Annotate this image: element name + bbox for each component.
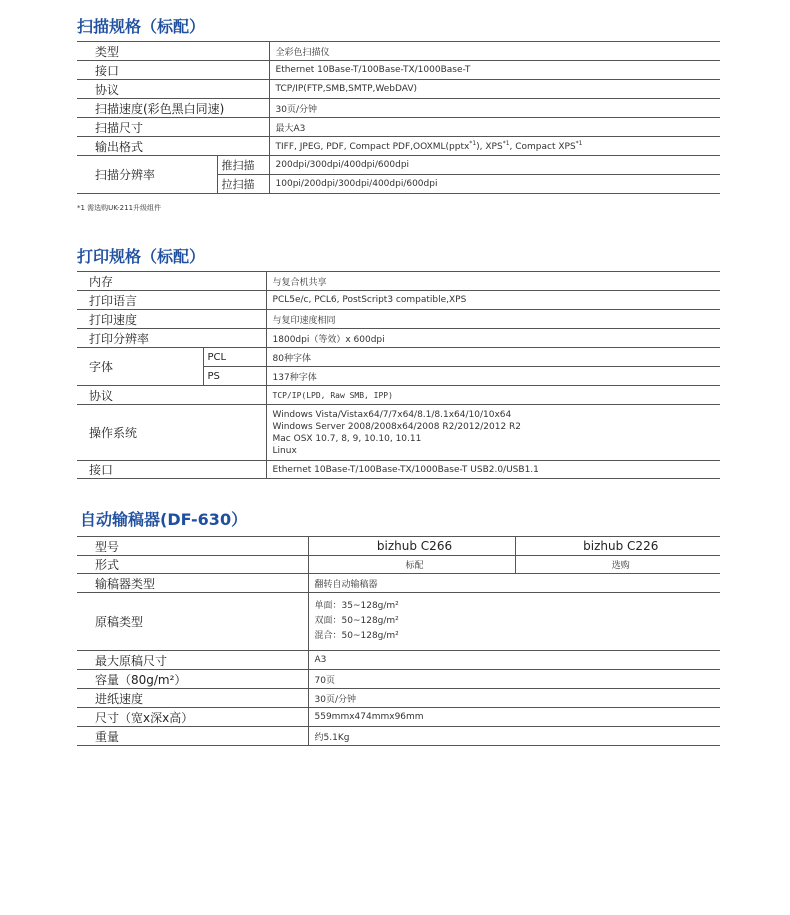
format-text: , Compact XPS (509, 142, 576, 152)
adf-spec-table (77, 536, 720, 746)
spec-value: Ethernet 10Base-T/100Base-TX/1000Base-T USB2.0/USB1.1 (266, 461, 720, 479)
footnote-mark: *1 (469, 140, 477, 147)
table-row (77, 556, 720, 574)
spec-value: TCP/IP(LPD, Raw SMB, IPP) (266, 386, 720, 405)
spec-sublabel: 推扫描 (217, 156, 269, 175)
table-row (77, 272, 720, 291)
spec-label: 容量（80g/m²） (77, 670, 308, 689)
spec-label: 扫描尺寸 (77, 118, 269, 137)
spec-value: 30页/分钟 (269, 99, 720, 118)
spec-label: 最大原稿尺寸 (77, 651, 308, 670)
spec-label: 扫描速度(彩色黑白同速) (77, 99, 269, 118)
table-row (77, 574, 720, 593)
table-row (77, 329, 720, 348)
model-header: bizhub C226 (515, 537, 720, 556)
os-line: Windows Server 2008/2008x64/2008 R2/2012/2012 R2 (272, 421, 522, 432)
table-row (77, 137, 720, 156)
print-spec-title: 打印规格（标配） (77, 247, 206, 266)
spec-value: 70页 (308, 670, 720, 689)
footnote-mark: *1 (575, 140, 583, 147)
spec-value: 标配 (308, 556, 515, 574)
footnote: *1 需选购UK-211升级组件 (77, 204, 162, 212)
table-row (77, 310, 720, 329)
spec-label: 形式 (77, 556, 308, 574)
spec-sublabel: PCL (203, 348, 266, 367)
print-spec-table (77, 271, 720, 479)
table-row (77, 80, 720, 99)
os-list (266, 405, 720, 461)
table-row (77, 537, 720, 556)
paper-line: 双面：50~128g/m² (314, 616, 399, 626)
spec-label: 输稿器类型 (77, 574, 308, 593)
spec-value: 与复合机共享 (266, 272, 720, 291)
table-row (77, 99, 720, 118)
table-row (77, 118, 720, 137)
spec-value: 翻转自动输稿器 (308, 574, 720, 593)
spec-label: 输出格式 (77, 137, 269, 156)
spec-value: 559mmx474mmx96mm (308, 708, 720, 727)
spec-value: PCL5e/c, PCL6, PostScript3 compatible,XPS (266, 291, 720, 310)
spec-label: 接口 (77, 461, 266, 479)
adf-spec-title: 自动输稿器(DF-630） (80, 510, 248, 529)
table-row (77, 727, 720, 746)
table-row (77, 61, 720, 80)
print-spec-section (77, 245, 720, 479)
spec-value: 最大A3 (269, 118, 720, 137)
spec-label: 协议 (77, 80, 269, 99)
spec-value: TCP/IP(FTP,SMB,SMTP,WebDAV) (269, 80, 720, 99)
table-row (77, 156, 720, 175)
spec-label: 型号 (77, 537, 308, 556)
paper-line: 单面：35~128g/m² (314, 601, 399, 611)
os-line: Linux (272, 445, 297, 456)
os-line: Mac OSX 10.7, 8, 9, 10.10, 10.11 (272, 433, 422, 444)
spec-value: 约5.1Kg (308, 727, 720, 746)
spec-label: 操作系统 (77, 405, 266, 461)
spec-label: 类型 (77, 42, 269, 61)
spec-label: 打印速度 (77, 310, 266, 329)
spec-label: 打印语言 (77, 291, 266, 310)
table-row (77, 348, 720, 367)
spec-label: 内存 (77, 272, 266, 291)
scan-spec-section (77, 15, 720, 213)
model-header: bizhub C266 (308, 537, 515, 556)
spec-label: 打印分辨率 (77, 329, 266, 348)
os-line: Windows Vista/Vistax64/7/7x64/8.1/8.1x64/10/10x64 (272, 409, 512, 420)
format-text: TIFF, JPEG, PDF, Compact PDF,OOXML(pptx (275, 142, 470, 152)
spec-value: 100pi/200dpi/300dpi/400dpi/600dpi (269, 175, 720, 194)
format-text: ), XPS (476, 142, 503, 152)
scan-spec-title: 扫描规格（标配） (77, 17, 206, 36)
paper-type-list (308, 593, 720, 651)
table-row (77, 461, 720, 479)
spec-label: 字体 (77, 348, 203, 386)
spec-value: A3 (308, 651, 720, 670)
table-row (77, 386, 720, 405)
spec-label: 扫描分辨率 (77, 156, 217, 194)
table-row (77, 651, 720, 670)
spec-value: 30页/分钟 (308, 689, 720, 708)
scan-spec-table (77, 41, 720, 194)
adf-spec-section (77, 508, 720, 746)
spec-value: 80种字体 (266, 348, 720, 367)
table-row (77, 708, 720, 727)
spec-value: 全彩色扫描仪 (269, 42, 720, 61)
spec-value: 选购 (515, 556, 720, 574)
table-row (77, 42, 720, 61)
spec-value: 与复印速度相同 (266, 310, 720, 329)
table-row (77, 670, 720, 689)
spec-label: 协议 (77, 386, 266, 405)
table-row (77, 593, 720, 651)
paper-line: 混合：50~128g/m² (314, 631, 399, 641)
spec-sublabel: PS (203, 367, 266, 386)
spec-value: 137种字体 (266, 367, 720, 386)
table-row (77, 689, 720, 708)
table-row (77, 405, 720, 461)
spec-value: Ethernet 10Base-T/100Base-TX/1000Base-T (269, 61, 720, 80)
footnote-mark: *1 (502, 140, 510, 147)
spec-label: 原稿类型 (77, 593, 308, 651)
table-row (77, 291, 720, 310)
spec-label: 接口 (77, 61, 269, 80)
spec-label: 重量 (77, 727, 308, 746)
spec-sublabel: 拉扫描 (217, 175, 269, 194)
spec-value: 200dpi/300dpi/400dpi/600dpi (269, 156, 720, 175)
spec-label: 尺寸（宽x深x高） (77, 708, 308, 727)
spec-label: 进纸速度 (77, 689, 308, 708)
output-format-value (269, 137, 720, 156)
spec-value: 1800dpi（等效）x 600dpi (266, 329, 720, 348)
